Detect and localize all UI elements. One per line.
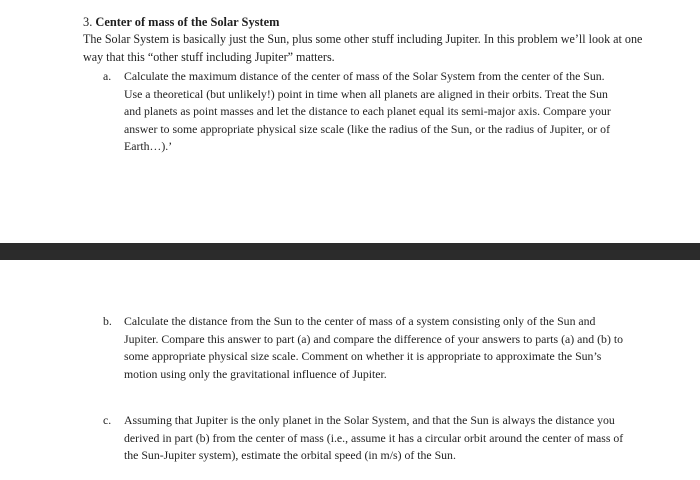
part-b bbox=[103, 313, 623, 383]
page-divider-bar bbox=[0, 243, 700, 260]
part-b-text: Calculate the distance from the Sun to the center of mass of a system consisting only of the Sun and Jupiter. Compare this answer to part (a) and compare the difference of your answers to parts (a) and (b) to some appropriate physical size scale. Comment on whether it is appropriate to approximate the Sun’s motion using only the gravitational influence of Jupiter. bbox=[124, 314, 624, 381]
problem-title: Center of mass of the Solar System bbox=[95, 15, 280, 29]
part-c bbox=[103, 412, 633, 465]
part-a bbox=[103, 68, 623, 156]
problem-heading bbox=[83, 13, 643, 31]
problem-number: 3. bbox=[83, 15, 93, 29]
part-c-text: Assuming that Jupiter is the only planet in the Solar System, and that the Sun is always the distance you derived in part (b) from the center of mass (i.e., assume it has a circular orbit around the center of mass of the Sun-Jupiter system), estimate the orbital speed (in m/s) of the Sun. bbox=[124, 413, 624, 463]
part-c-marker: c. bbox=[103, 413, 112, 427]
part-b-marker: b. bbox=[103, 314, 112, 328]
part-a-text: Calculate the maximum distance of the center of mass of the Solar System from the center of the Sun. Use a theoretical (but unlikely!) point in time when all planets are aligned in their orbits. Treat the Sun and planets as point masses and let the distance to each planet equal its semi-major axis. Compare your answer to some appropriate physical size scale (like the radius of the Sun, or the radius of Jupiter, or of Earth…).’ bbox=[124, 69, 611, 154]
problem-intro: The Solar System is basically just the Sun, plus some other stuff including Jupiter. In this problem we’ll look at one way that this “other stuff including Jupiter” matters. bbox=[83, 32, 643, 64]
part-a-marker: a. bbox=[103, 69, 112, 83]
